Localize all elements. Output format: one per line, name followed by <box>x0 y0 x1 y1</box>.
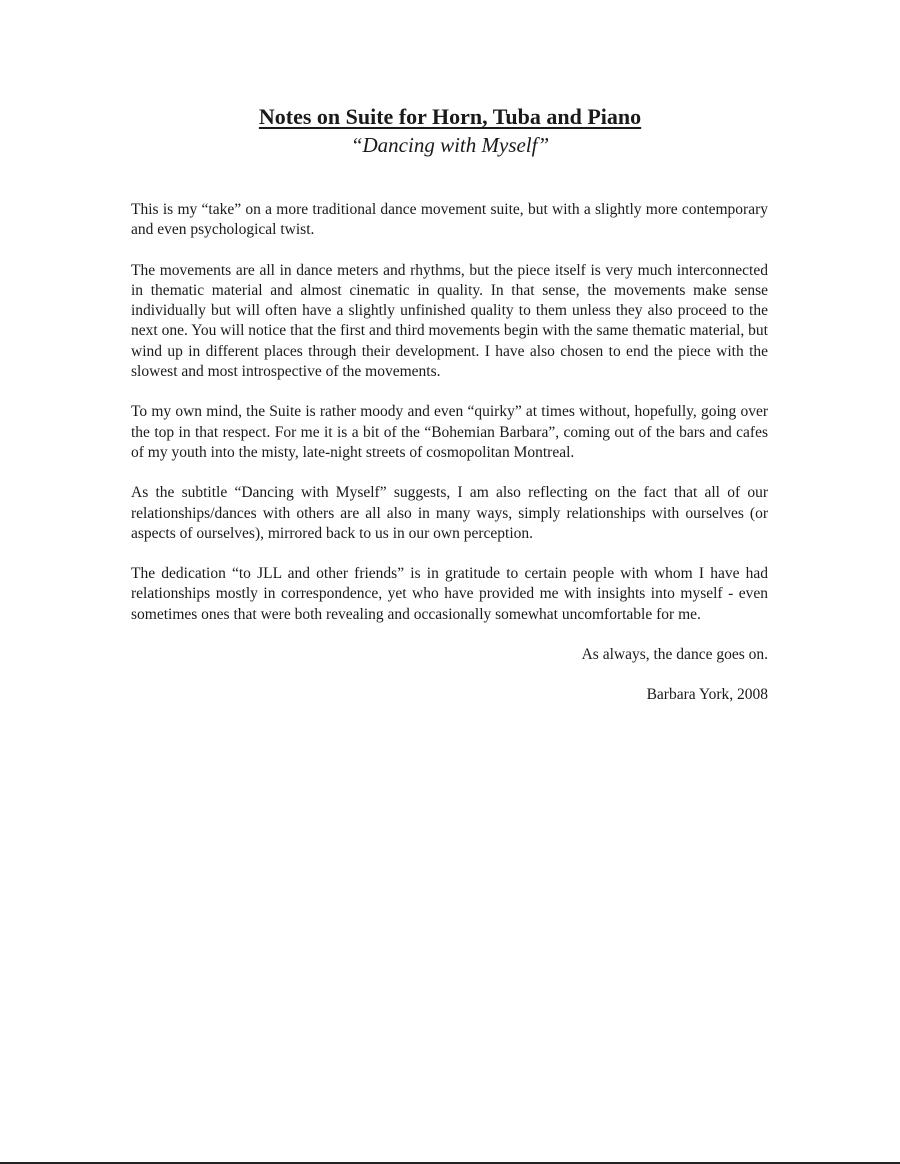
closing-line: As always, the dance goes on. <box>581 646 768 664</box>
signature: Barbara York, 2008 <box>646 686 768 704</box>
title-block <box>0 104 900 158</box>
document-body <box>131 200 768 725</box>
paragraph-dedication: The dedication “to JLL and other friends” is in gratitude to certain people with whom I have had relationships mostly in correspondence, yet who have provided me with insights into myself - even sometimes ones that were both revealing and occasionally somewhat uncomfortable for me. <box>131 565 768 623</box>
document-subtitle: “Dancing with Myself” <box>350 133 550 157</box>
paragraph-mood: To my own mind, the Suite is rather moody and even “quirky” at times without, hopefully, going over the top in that respect. For me it is a bit of the “Bohemian Barbara”, coming out of the bars and cafes of my youth into the misty, late-night streets of cosmopolitan Montreal. <box>131 403 768 461</box>
paragraph-movements: The movements are all in dance meters and rhythms, but the piece itself is very much interconnected in thematic material and almost cinematic in quality. In that sense, the movements make sense individually but will often have a slightly unfinished quality to them unless they also proceed to the next one. You will notice that the first and third movements begin with the same thematic material, but wind up in different places through their development. I have also chosen to end the piece with the slowest and most introspective of the movements. <box>131 261 768 381</box>
paragraph-subtitle: As the subtitle “Dancing with Myself” suggests, I am also reflecting on the fact that all of our relationships/dances with others are all also in many ways, simply relationships with ourselves (or aspects of ourselves), mirrored back to us in our own perception. <box>131 484 768 542</box>
document-title: Notes on Suite for Horn, Tuba and Piano <box>258 104 642 129</box>
paragraph-intro: This is my “take” on a more traditional dance movement suite, but with a slightly more contemporary and even psychological twist. <box>131 201 768 239</box>
